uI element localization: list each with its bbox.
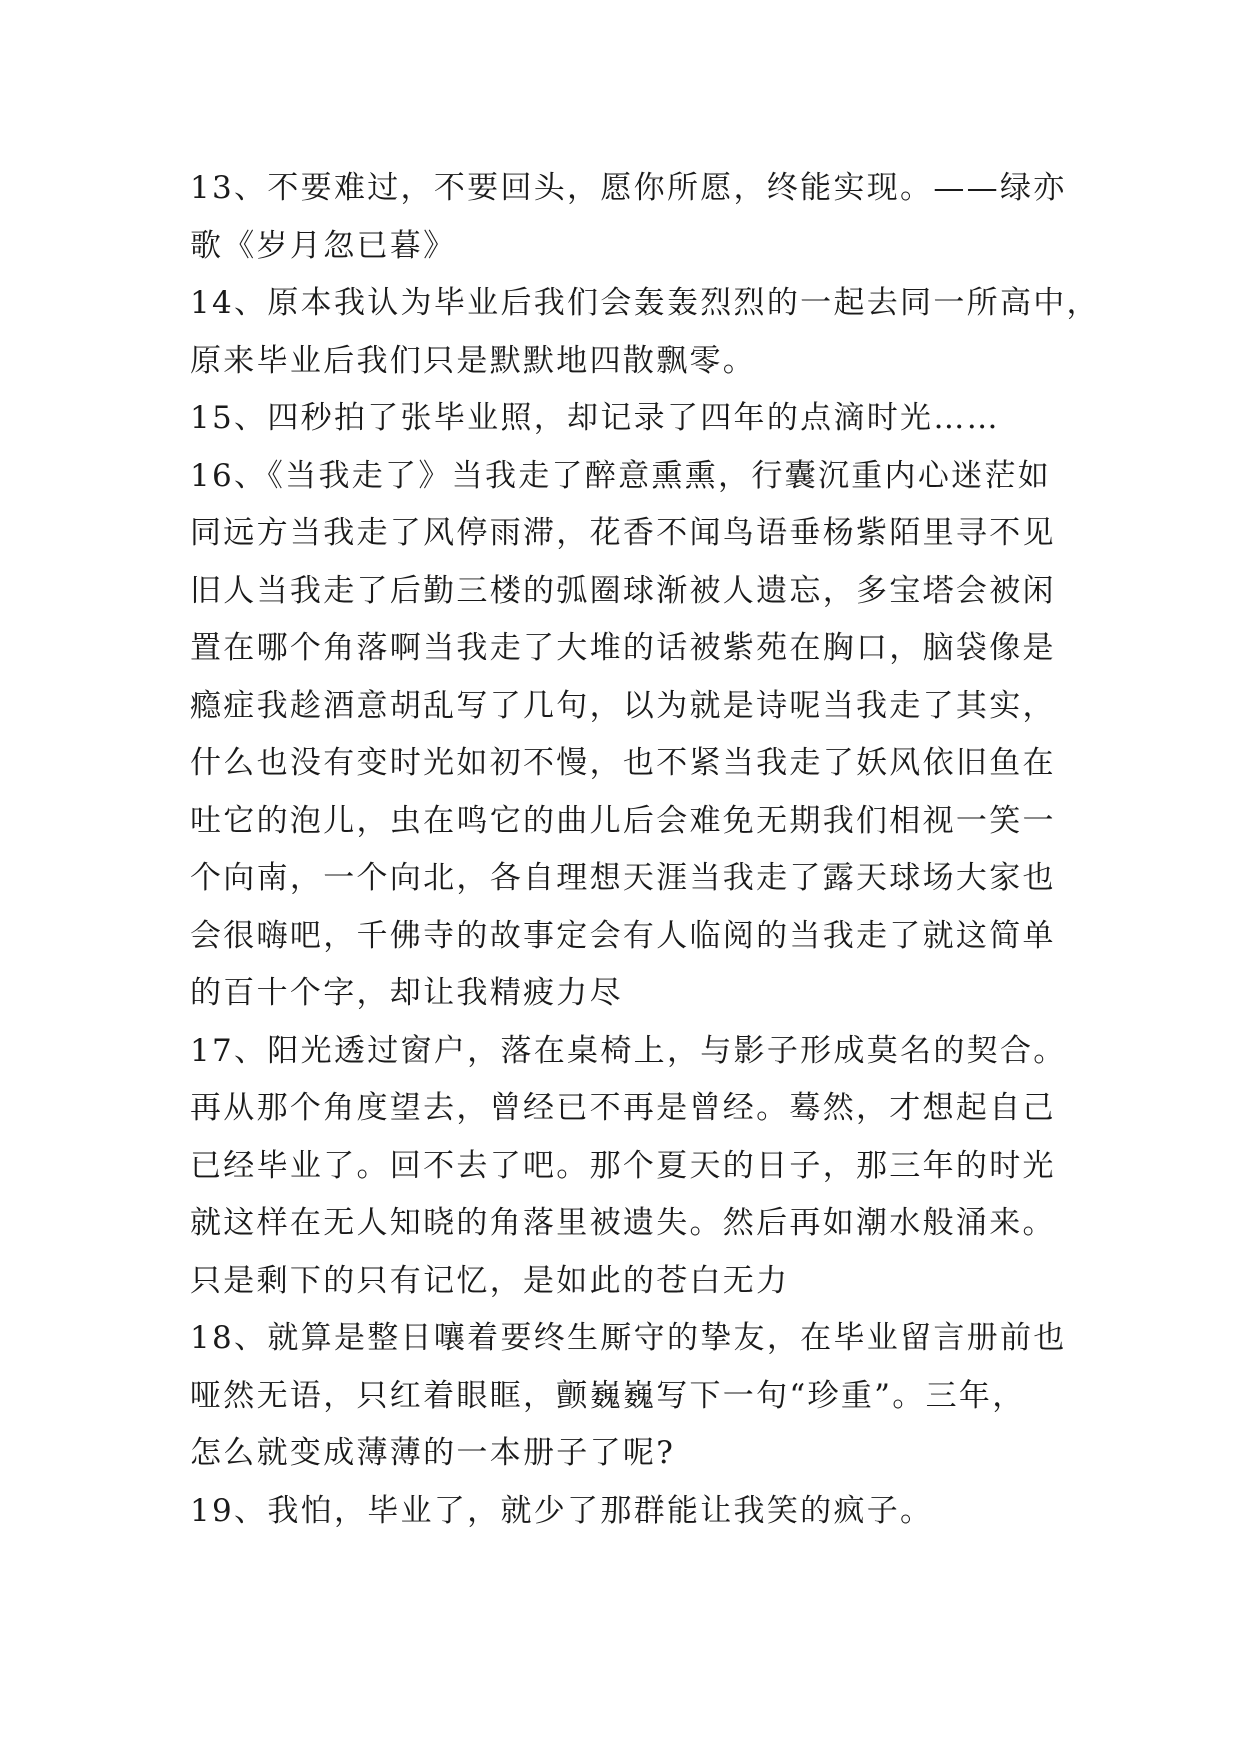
text-line: 歌《岁月忽已暮》 bbox=[190, 227, 457, 264]
text-line: 什么也没有变时光如初不慢，也不紧当我走了妖风依旧鱼在 bbox=[190, 745, 1056, 781]
text-line: 13、不要难过，不要回头，愿你所愿，终能实现。——绿亦 bbox=[190, 170, 1067, 206]
text-line: 瘾症我趁酒意胡乱写了几句，以为就是诗呢当我走了其实， bbox=[190, 687, 1056, 724]
text-line: 15、四秒拍了张毕业照，却记录了四年的点滴时光…… bbox=[190, 400, 1000, 436]
text-line: 旧人当我走了后勤三楼的弧圈球渐被人遗忘，多宝塔会被闲 bbox=[190, 572, 1056, 609]
text-line: 再从那个角度望去，曾经已不再是曾经。蓦然，才想起自己 bbox=[190, 1090, 1056, 1126]
text-line: 16、《当我走了》当我走了醉意熏熏，行囊沉重内心迷茫如 bbox=[190, 457, 1052, 494]
text-line: 18、就算是整日嚷着要终生厮守的挚友，在毕业留言册前也 bbox=[190, 1320, 1067, 1356]
text-line: 哑然无语，只红着眼眶，颤巍巍写下一句“珍重”。三年， bbox=[190, 1377, 1026, 1414]
text-line: 已经毕业了。回不去了吧。那个夏天的日子，那三年的时光 bbox=[190, 1147, 1056, 1184]
text-line: 的百十个字，却让我精疲力尽 bbox=[190, 975, 623, 1011]
text-line: 置在哪个角落啊当我走了大堆的话被紫苑在胸口，脑袋像是 bbox=[190, 630, 1056, 666]
text-line: 17、阳光透过窗户，落在桌椅上，与影子形成莫名的契合。 bbox=[190, 1032, 1067, 1069]
text-line: 怎么就变成薄薄的一本册子了呢? bbox=[190, 1435, 676, 1471]
document-body bbox=[190, 160, 1100, 1540]
text-line: 只是剩下的只有记忆，是如此的苍白无力 bbox=[190, 1262, 790, 1299]
text-line: 吐它的泡儿，虫在鸣它的曲儿后会难免无期我们相视一笑一 bbox=[190, 802, 1056, 839]
text-line: 会很嗨吧，千佛寺的故事定会有人临阅的当我走了就这简单 bbox=[190, 917, 1056, 954]
text-line: 同远方当我走了风停雨滞，花香不闻鸟语垂杨紫陌里寻不见 bbox=[190, 515, 1056, 551]
text-line: 个向南，一个向北，各自理想天涯当我走了露天球场大家也 bbox=[190, 860, 1056, 896]
text-line: 就这样在无人知晓的角落里被遗失。然后再如潮水般涌来。 bbox=[190, 1205, 1056, 1241]
text-line: 19、我怕，毕业了，就少了那群能让我笑的疯子。 bbox=[190, 1492, 934, 1529]
text-line: 14、原本我认为毕业后我们会轰轰烈烈的一起去同一所高中， bbox=[190, 285, 1100, 321]
text-line: 原来毕业后我们只是默默地四散飘零。 bbox=[190, 342, 757, 379]
